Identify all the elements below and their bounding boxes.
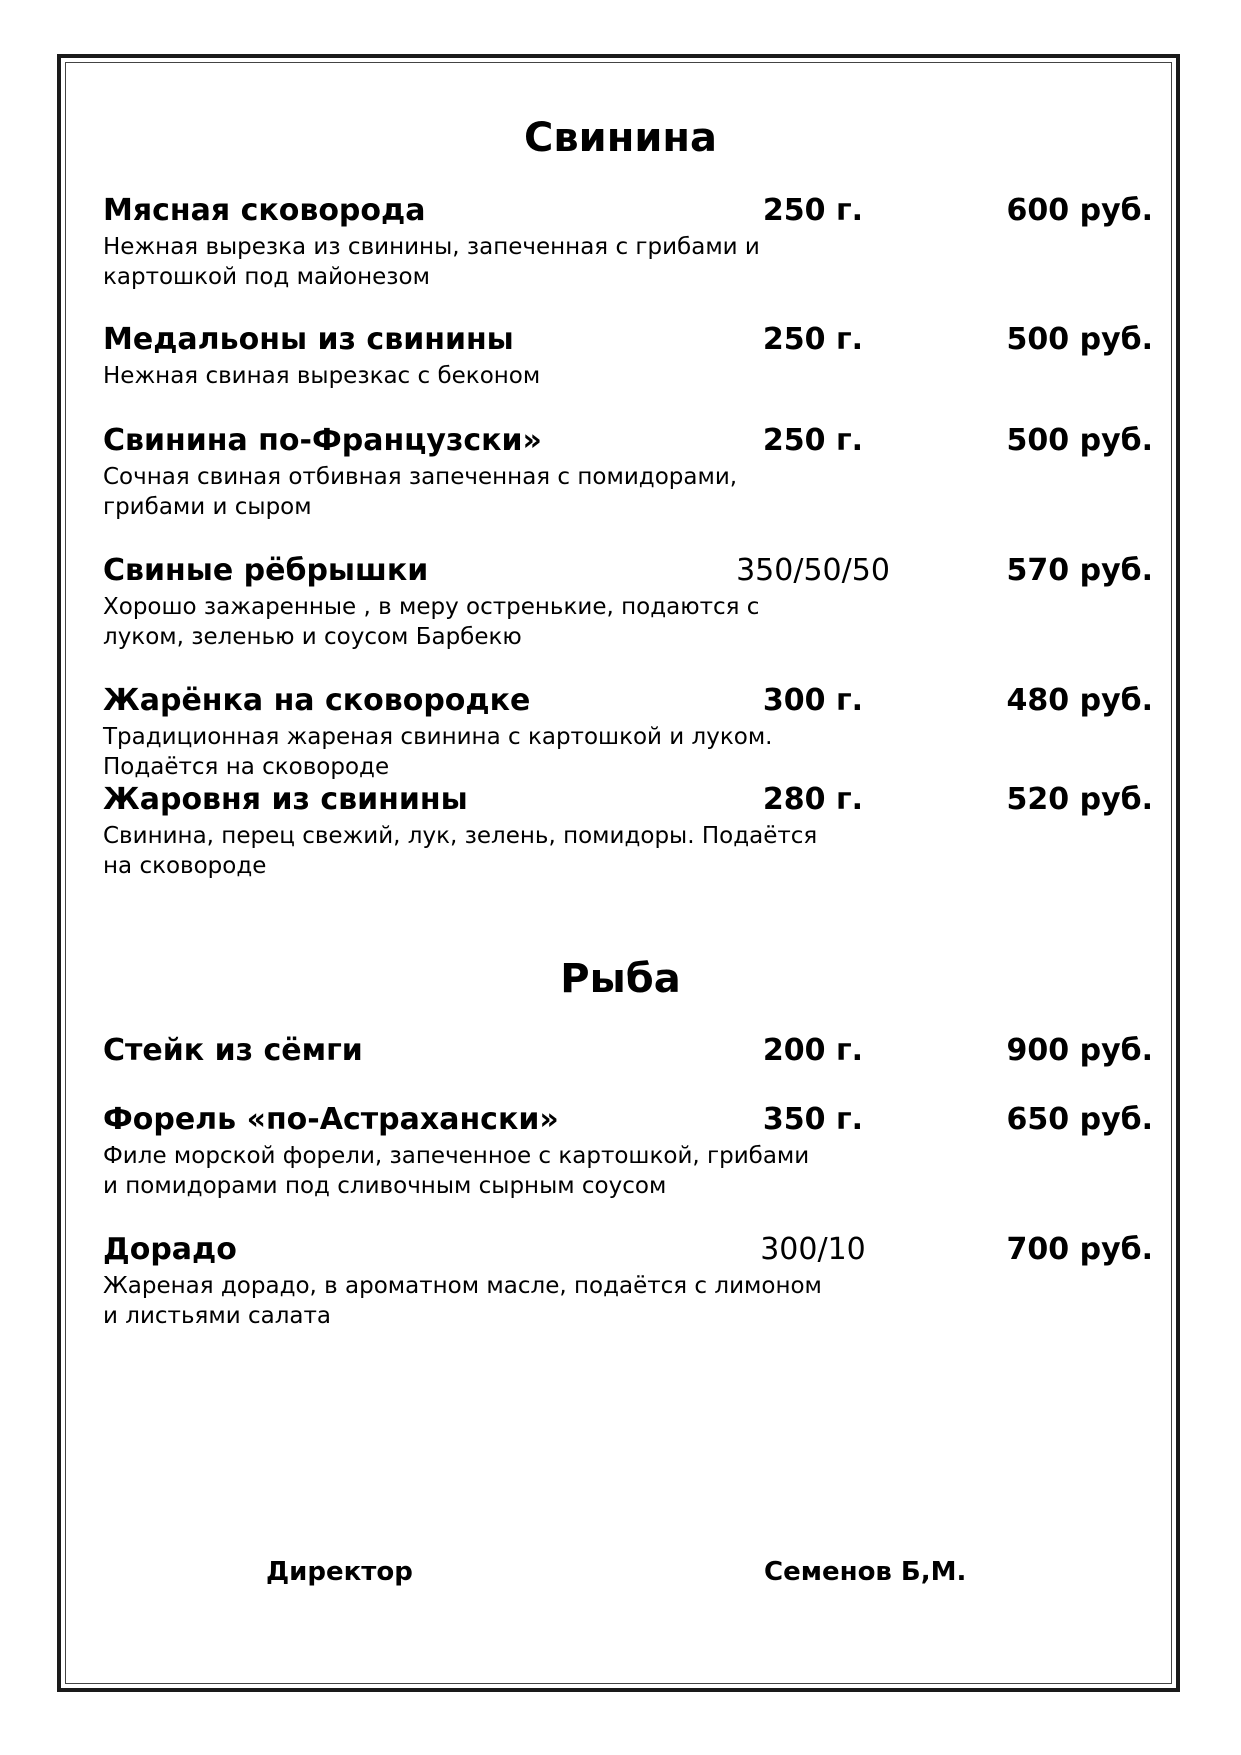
item-price: 700 руб. [1006, 1232, 1153, 1267]
item-description: Нежная свиная вырезкас с беконом [103, 363, 541, 389]
item-description: Хорошо зажаренные , в меру остренькие, подаются с луком, зеленью и соусом Барбекю [103, 594, 760, 650]
item-price: 650 руб. [1006, 1102, 1153, 1137]
menu-item [103, 320, 1153, 391]
menu-item [103, 1031, 1153, 1071]
item-weight: 250 г. [762, 423, 864, 458]
menu-item [103, 191, 1153, 292]
item-description: Нежная вырезка из свинины, запеченная с грибами и картошкой под майонезом [103, 234, 760, 290]
item-weight: 300 г. [762, 683, 864, 718]
item-price: 500 руб. [1006, 423, 1153, 458]
item-weight: 300/10 [760, 1232, 866, 1267]
item-price: 600 руб. [1006, 193, 1153, 228]
item-name: Форель «по-Астрахански» [103, 1102, 559, 1137]
item-name: Стейк из сёмги [103, 1033, 363, 1068]
item-name: Мясная сковорода [103, 193, 426, 228]
menu-item [103, 780, 1153, 881]
item-description: Филе морской форели, запеченное с картошкой, грибами и помидорами под сливочным сырным соусом [103, 1143, 810, 1199]
menu-item [103, 421, 1153, 522]
item-weight: 250 г. [762, 193, 864, 228]
menu-item [103, 681, 1153, 782]
item-name: Жаровня из свинины [103, 782, 468, 817]
item-description: Жареная дорадо, в ароматном масле, подаётся с лимоном и листьями салата [103, 1273, 822, 1329]
item-description: Традиционная жареная свинина с картошкой и луком. Подаётся на сковороде [103, 724, 773, 780]
item-weight: 200 г. [762, 1033, 864, 1068]
item-weight: 280 г. [762, 782, 864, 817]
menu-item [103, 1100, 1153, 1201]
item-price: 570 руб. [1006, 553, 1153, 588]
section-title-fish: Рыба [560, 956, 681, 1002]
item-price: 520 руб. [1006, 782, 1153, 817]
item-name: Жарёнка на сковородке [103, 683, 531, 718]
item-weight: 250 г. [762, 322, 864, 357]
item-name: Медальоны из свинины [103, 322, 514, 357]
item-description: Сочная свиная отбивная запеченная с помидорами, грибами и сыром [103, 464, 738, 520]
item-description: Свинина, перец свежий, лук, зелень, помидоры. Подаётся на сковороде [103, 823, 818, 879]
item-price: 500 руб. [1006, 322, 1153, 357]
item-price: 480 руб. [1006, 683, 1153, 718]
item-price: 900 руб. [1006, 1033, 1153, 1068]
section-title-pork: Свинина [524, 115, 717, 161]
item-name: Свиные рёбрышки [103, 553, 429, 588]
signature-name: Семенов Б,М. [764, 1557, 967, 1587]
item-name: Дорадо [103, 1232, 237, 1267]
item-weight: 350/50/50 [736, 553, 890, 588]
menu-item [103, 1230, 1153, 1331]
item-name: Свинина по-Французски» [103, 423, 542, 458]
item-weight: 350 г. [762, 1102, 864, 1137]
menu-item [103, 551, 1153, 652]
signature-role: Директор [266, 1557, 413, 1587]
